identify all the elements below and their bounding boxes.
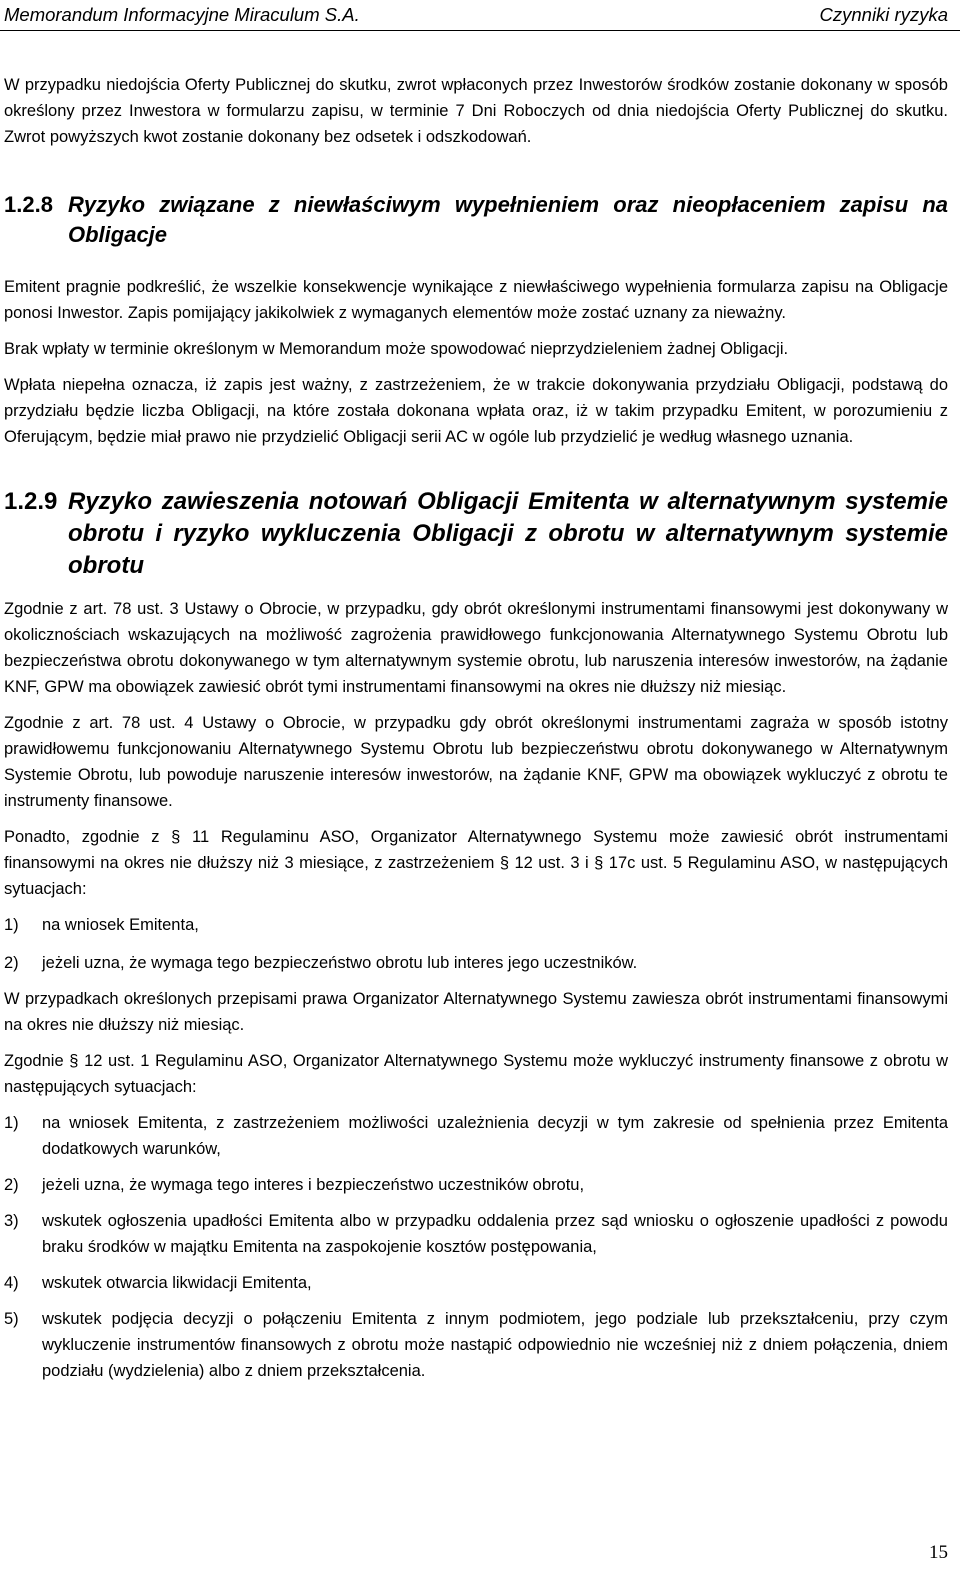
paragraph: Zgodnie z art. 78 ust. 4 Ustawy o Obrocie, w przypadku gdy obrót określonymi instrumentami zagraża w sposób istotny prawidłowemu funkcjonowaniu Alternatywnego Systemu Obrotu lub bezpieczeństwu obrotu dokonywanego w Alternatywnym Systemie Obrotu, lub powoduje naruszenie interesów inwestorów, na żądanie KNF, GPW ma obowiązek wykluczyć z obrotu te instrumenty finansowe. xyxy=(4,714,948,810)
list-number: 5) xyxy=(4,1310,19,1328)
list-number: 2) xyxy=(4,1176,19,1194)
section-number: 1.2.8 xyxy=(4,192,53,217)
list-number: 1) xyxy=(4,916,19,934)
text-body xyxy=(4,72,948,1384)
paragraph: Zgodnie § 12 ust. 1 Regulaminu ASO, Organizator Alternatywnego Systemu może wykluczyć instrumenty finansowe z obrotu w następujących sytuacjach: xyxy=(4,1052,948,1096)
document-title: Memorandum Informacyjne Miraculum S.A. xyxy=(4,4,360,25)
paragraph: Wpłata niepełna oznacza, iż zapis jest ważny, z zastrzeżeniem, że w trakcie dokonywania przydziału Obligacji, podstawą do przydziału będzie liczba Obligacji, na które została dokonana wpłata oraz, iż w takim przypadku Emitent, w porozumieniu z Oferującym, będzie miał prawo nie przydzielić Obligacji serii AC w ogóle lub przydzielić je według własnego uznania. xyxy=(4,376,948,446)
list-text: wskutek podjęcia decyzji o połączeniu Emitenta z innym podmiotem, jego podziale lub przekształceniu, przy czym wykluczenie instrumentów finansowych z obrotu może nastąpić odpowiednio nie wcześniej niż z dniem połączenia, dniem podziału (wydzielenia) albo z dniem przekształcenia. xyxy=(42,1310,948,1380)
list-item xyxy=(4,1306,948,1384)
list-number: 3) xyxy=(4,1212,19,1230)
section-heading-1-2-9 xyxy=(4,486,948,582)
list-text: jeżeli uzna, że wymaga tego interes i bezpieczeństwo uczestników obrotu, xyxy=(42,1176,585,1194)
list-number: 4) xyxy=(4,1274,19,1292)
paragraph: Brak wpłaty w terminie określonym w Memorandum może spowodować nieprzydzieleniem żadnej Obligacji. xyxy=(4,340,789,358)
paragraph: Ponadto, zgodnie z § 11 Regulaminu ASO, Organizator Alternatywnego Systemu może zawiesić obrót instrumentami finansowymi na okres nie dłuższy niż 3 miesiące, z zastrzeżeniem § 12 ust. 3 i § 17c ust. 5 Regulaminu ASO, w następujących sytuacjach: xyxy=(4,828,948,898)
suspension-list xyxy=(4,912,948,976)
paragraph: Emitent pragnie podkreślić, że wszelkie konsekwencje wynikające z niewłaściwego wypełnienia formularza zapisu na Obligacje ponosi Inwestor. Zapis pomijający jakikolwiek z wymaganych elementów może zostać uznany za nieważny. xyxy=(4,278,948,322)
list-number: 2) xyxy=(4,954,19,972)
list-item xyxy=(4,1208,948,1260)
page-number: 15 xyxy=(929,1542,948,1563)
paragraph: W przypadkach określonych przepisami prawa Organizator Alternatywnego Systemu zawiesza obrót instrumentami finansowymi na okres nie dłuższy niż miesiąc. xyxy=(4,990,948,1034)
list-item xyxy=(4,1172,948,1198)
list-item xyxy=(4,950,948,976)
header-rule xyxy=(0,30,960,31)
list-text: jeżeli uzna, że wymaga tego bezpieczeństwo obrotu lub interes jego uczestników. xyxy=(42,954,638,972)
list-number: 1) xyxy=(4,1114,19,1132)
list-item xyxy=(4,912,948,938)
section-number: 1.2.9 xyxy=(4,488,58,515)
list-item xyxy=(4,1270,948,1296)
list-text: na wniosek Emitenta, z zastrzeżeniem możliwości uzależnienia decyzji w tym zakresie od spełnienia przez Emitenta dodatkowych warunków, xyxy=(42,1114,948,1158)
list-text: wskutek otwarcia likwidacji Emitenta, xyxy=(42,1274,312,1292)
list-text: na wniosek Emitenta, xyxy=(42,916,199,934)
list-text: wskutek ogłoszenia upadłości Emitenta albo w przypadku oddalenia przez sąd wniosku o ogłoszenie upadłości z powodu braku środków w majątku Emitenta na zaspokojenie kosztów postępowania, xyxy=(42,1212,948,1256)
exclusion-list xyxy=(4,1110,948,1384)
section-title: Ryzyko związane z niewłaściwym wypełnieniem oraz nieopłaceniem zapisu na Obligacje xyxy=(68,192,948,247)
section-heading-1-2-8 xyxy=(4,190,948,250)
list-item xyxy=(4,1110,948,1162)
intro-paragraph: W przypadku niedojścia Oferty Publicznej do skutku, zwrot wpłaconych przez Inwestorów środków zostanie dokonany w sposób określony przez Inwestora w formularzu zapisu, w terminie 7 Dni Roboczych od dnia niedojścia Oferty Publicznej do skutku. Zwrot powyższych kwot zostanie dokonany bez odsetek i odszkodowań. xyxy=(4,76,948,146)
paragraph: Zgodnie z art. 78 ust. 3 Ustawy o Obrocie, w przypadku, gdy obrót określonymi instrumentami finansowymi jest dokonywany w okolicznościach wskazujących na możliwość zagrożenia prawidłowego funkcjonowania Alternatywnego Systemu Obrotu lub bezpieczeństwa obrotu dokonywanego w tym alternatywnym systemie obrotu, lub naruszenia interesów inwestorów, na żądanie KNF, GPW ma obowiązek zawiesić obrót tymi instrumentami finansowymi na okres nie dłuższy niż miesiąc. xyxy=(4,600,948,696)
section-name: Czynniki ryzyka xyxy=(819,4,948,25)
page-header xyxy=(0,0,960,34)
section-title: Ryzyko zawieszenia notowań Obligacji Emitenta w alternatywnym systemie obrotu i ryzyko wykluczenia Obligacji z obrotu w alternatywnym systemie obrotu xyxy=(68,488,948,579)
